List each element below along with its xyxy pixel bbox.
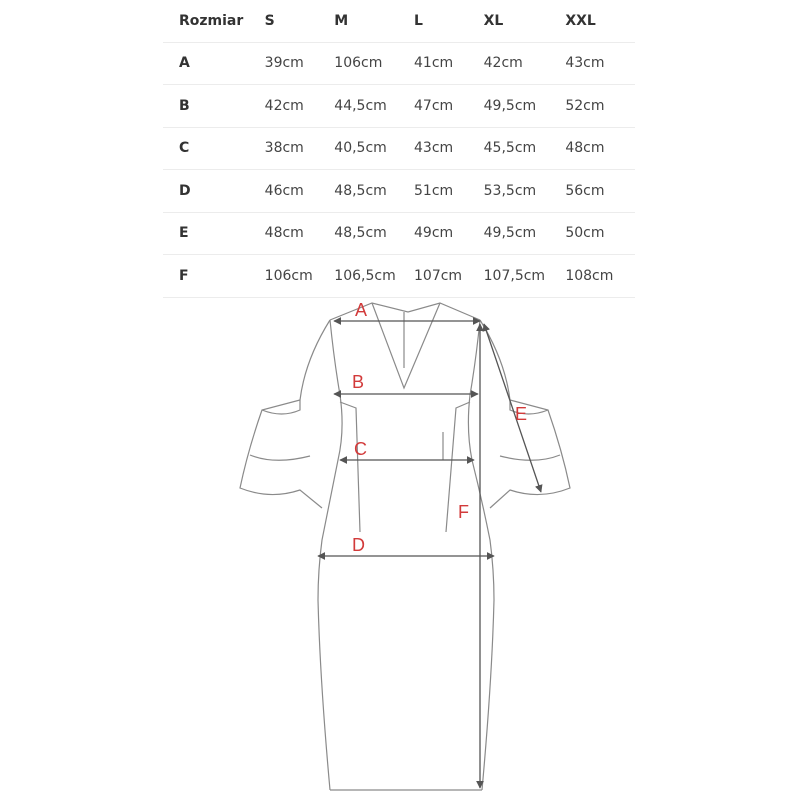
table-row: [163, 212, 635, 255]
row-label: F: [163, 255, 265, 298]
label-b: B: [352, 372, 365, 392]
table-cell: 106cm: [265, 255, 335, 298]
row-label: A: [163, 42, 265, 85]
header-xl: XL: [484, 0, 566, 42]
dress-right-side: [468, 320, 494, 790]
row-label: C: [163, 127, 265, 170]
table-cell: 44,5cm: [334, 85, 414, 128]
table-cell: 107,5cm: [484, 255, 566, 298]
table-cell: 40,5cm: [334, 127, 414, 170]
row-label: D: [163, 170, 265, 213]
table-cell: 46cm: [265, 170, 335, 213]
measure-line-e: [484, 324, 541, 492]
table-cell: 56cm: [565, 170, 635, 213]
table-cell: 39cm: [265, 42, 335, 85]
table-cell: 108cm: [565, 255, 635, 298]
table-cell: 48cm: [565, 127, 635, 170]
table-header-row: [163, 0, 635, 42]
table-row: [163, 85, 635, 128]
label-e: E: [515, 404, 528, 424]
table-cell: 47cm: [414, 85, 484, 128]
dress-right-sleeve-ruffle: [500, 400, 560, 460]
table-cell: 51cm: [414, 170, 484, 213]
header-xxl: XXL: [565, 0, 635, 42]
dress-v-neck: [372, 303, 440, 388]
table-row: [163, 170, 635, 213]
measurement-labels: [352, 300, 527, 555]
row-label: B: [163, 85, 265, 128]
table-cell: 45,5cm: [484, 127, 566, 170]
table-cell: 106,5cm: [334, 255, 414, 298]
dress-left-dart: [340, 402, 360, 532]
table-cell: 38cm: [265, 127, 335, 170]
table-cell: 49cm: [414, 212, 484, 255]
header-size: Rozmiar: [163, 0, 265, 42]
table-cell: 48,5cm: [334, 212, 414, 255]
table-cell: 106cm: [334, 42, 414, 85]
label-f: F: [458, 502, 469, 522]
label-a: A: [355, 300, 368, 320]
table-cell: 48,5cm: [334, 170, 414, 213]
label-c: C: [354, 439, 367, 459]
header-m: M: [334, 0, 414, 42]
header-l: L: [414, 0, 484, 42]
dress-shoulders: [330, 303, 480, 320]
table-row: [163, 42, 635, 85]
dress-left-side: [318, 320, 342, 790]
table-cell: 43cm: [414, 127, 484, 170]
dress-left-sleeve-ruffle: [250, 400, 310, 460]
table-cell: 42cm: [484, 42, 566, 85]
table-cell: 107cm: [414, 255, 484, 298]
table-cell: 48cm: [265, 212, 335, 255]
table-cell: 49,5cm: [484, 212, 566, 255]
label-d: D: [352, 535, 365, 555]
table-cell: 52cm: [565, 85, 635, 128]
size-table: [163, 0, 635, 298]
table-cell: 41cm: [414, 42, 484, 85]
table-cell: 43cm: [565, 42, 635, 85]
table-cell: 49,5cm: [484, 85, 566, 128]
table-cell: 53,5cm: [484, 170, 566, 213]
dress-measurement-diagram: [0, 290, 800, 800]
row-label: E: [163, 212, 265, 255]
table-row: [163, 127, 635, 170]
header-s: S: [265, 0, 335, 42]
table-cell: 50cm: [565, 212, 635, 255]
table-cell: 42cm: [265, 85, 335, 128]
dress-outline: [240, 303, 570, 790]
